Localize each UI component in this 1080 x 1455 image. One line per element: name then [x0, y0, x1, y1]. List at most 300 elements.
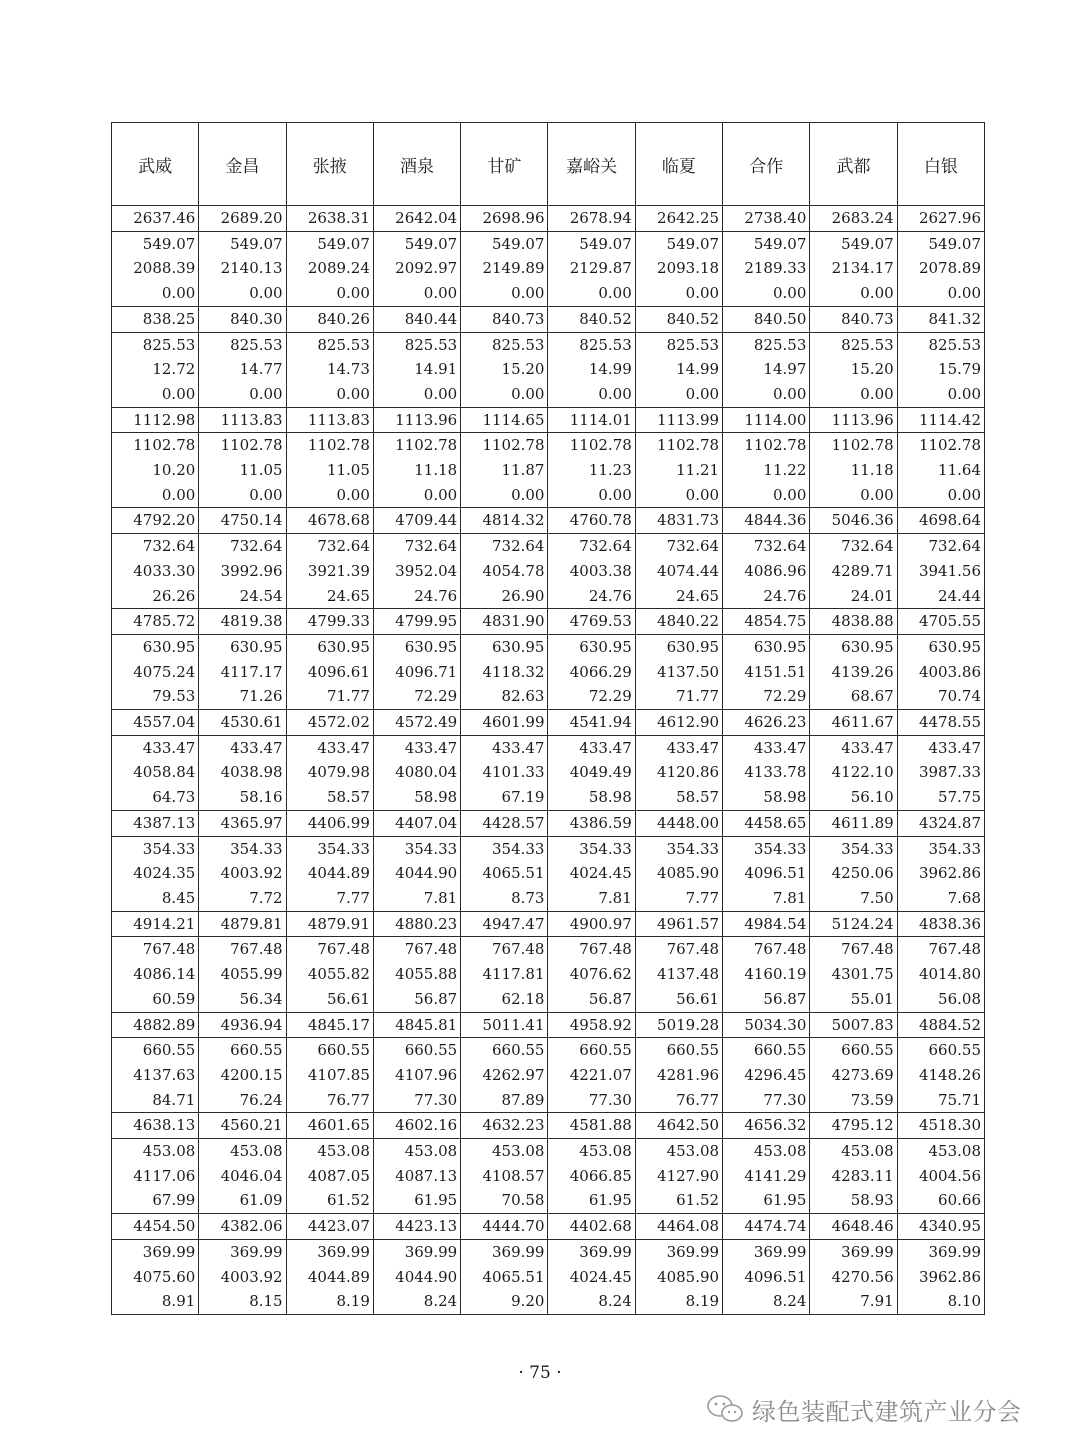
table-cell: 825.53 [548, 332, 635, 357]
table-cell: 0.00 [723, 281, 810, 306]
table-cell: 453.08 [461, 1139, 548, 1164]
table-cell: 5034.30 [723, 1012, 810, 1038]
table-cell: 8.24 [548, 1289, 635, 1314]
table-cell: 56.08 [897, 987, 984, 1012]
table-cell: 14.99 [635, 357, 722, 382]
table-cell: 4854.75 [723, 609, 810, 635]
table-row [112, 281, 985, 306]
table-cell: 77.30 [723, 1088, 810, 1113]
table-cell: 630.95 [199, 634, 286, 659]
table-cell: 453.08 [373, 1139, 460, 1164]
table-cell: 1102.78 [548, 433, 635, 458]
table-cell: 4611.89 [810, 810, 897, 836]
table-row [112, 1038, 985, 1063]
table-cell: 11.05 [286, 458, 373, 483]
table-cell: 4474.74 [723, 1214, 810, 1240]
table-cell: 732.64 [897, 534, 984, 559]
table-cell: 61.52 [635, 1188, 722, 1213]
table-cell: 14.99 [548, 357, 635, 382]
table-cell: 630.95 [286, 634, 373, 659]
table-cell: 0.00 [461, 483, 548, 508]
table-cell: 4137.48 [635, 962, 722, 987]
table-cell: 4151.51 [723, 660, 810, 685]
table-cell: 732.64 [548, 534, 635, 559]
table-cell: 433.47 [112, 735, 199, 760]
table-cell: 660.55 [373, 1038, 460, 1063]
table-cell: 4087.13 [373, 1164, 460, 1189]
column-header: 张掖 [286, 123, 373, 206]
table-cell: 3952.04 [373, 559, 460, 584]
table-cell: 4423.07 [286, 1214, 373, 1240]
table-cell: 660.55 [723, 1038, 810, 1063]
table-cell: 4003.38 [548, 559, 635, 584]
table-cell: 4444.70 [461, 1214, 548, 1240]
table-cell: 1102.78 [897, 433, 984, 458]
table-cell: 4296.45 [723, 1063, 810, 1088]
table-cell: 58.57 [286, 785, 373, 810]
table-cell: 4107.96 [373, 1063, 460, 1088]
table-cell: 4221.07 [548, 1063, 635, 1088]
table-cell: 0.00 [548, 483, 635, 508]
table-cell: 4096.51 [723, 861, 810, 886]
table-cell: 4750.14 [199, 508, 286, 534]
table-cell: 825.53 [199, 332, 286, 357]
table-cell: 767.48 [461, 937, 548, 962]
table-cell: 8.19 [286, 1289, 373, 1314]
table-cell: 660.55 [461, 1038, 548, 1063]
table-cell: 5019.28 [635, 1012, 722, 1038]
table-cell: 354.33 [810, 836, 897, 861]
table-cell: 10.20 [112, 458, 199, 483]
table-cell: 4141.29 [723, 1164, 810, 1189]
table-cell: 4038.98 [199, 760, 286, 785]
table-cell: 3992.96 [199, 559, 286, 584]
column-header: 白银 [897, 123, 984, 206]
table-cell: 4760.78 [548, 508, 635, 534]
table-cell: 4200.15 [199, 1063, 286, 1088]
table-cell: 453.08 [286, 1139, 373, 1164]
table-cell: 4423.13 [373, 1214, 460, 1240]
column-header: 武都 [810, 123, 897, 206]
table-cell: 660.55 [897, 1038, 984, 1063]
table-cell: 4122.10 [810, 760, 897, 785]
table-cell: 0.00 [112, 281, 199, 306]
table-cell: 26.26 [112, 584, 199, 609]
table-cell: 4602.16 [373, 1113, 460, 1139]
table-cell: 62.18 [461, 987, 548, 1012]
table-cell: 0.00 [461, 382, 548, 407]
table-cell: 84.71 [112, 1088, 199, 1113]
table-cell: 4884.52 [897, 1012, 984, 1038]
table-cell: 3962.86 [897, 1265, 984, 1290]
table-cell: 4049.49 [548, 760, 635, 785]
table-cell: 76.24 [199, 1088, 286, 1113]
table-cell: 56.87 [373, 987, 460, 1012]
table-cell: 4541.94 [548, 710, 635, 736]
table-cell: 0.00 [461, 281, 548, 306]
table-cell: 2089.24 [286, 256, 373, 281]
table-cell: 4004.56 [897, 1164, 984, 1189]
table-cell: 24.76 [723, 584, 810, 609]
table-cell: 549.07 [723, 231, 810, 256]
table-cell: 4601.65 [286, 1113, 373, 1139]
table-cell: 3941.56 [897, 559, 984, 584]
table-cell: 630.95 [897, 634, 984, 659]
table-row [112, 1265, 985, 1290]
table-cell: 9.20 [461, 1289, 548, 1314]
table-cell: 1113.83 [199, 407, 286, 433]
table-row [112, 886, 985, 911]
table-cell: 453.08 [723, 1139, 810, 1164]
table-cell: 4882.89 [112, 1012, 199, 1038]
table-cell: 4301.75 [810, 962, 897, 987]
table-cell: 453.08 [897, 1139, 984, 1164]
table-cell: 4066.85 [548, 1164, 635, 1189]
table-cell: 0.00 [373, 483, 460, 508]
table-cell: 4386.59 [548, 810, 635, 836]
table-cell: 0.00 [373, 382, 460, 407]
table-cell: 433.47 [810, 735, 897, 760]
table-cell: 4133.78 [723, 760, 810, 785]
table-cell: 4705.55 [897, 609, 984, 635]
table-cell: 369.99 [548, 1239, 635, 1264]
table-cell: 24.54 [199, 584, 286, 609]
table-cell: 58.16 [199, 785, 286, 810]
table-cell: 4831.73 [635, 508, 722, 534]
table-cell: 5007.83 [810, 1012, 897, 1038]
table-cell: 369.99 [635, 1239, 722, 1264]
table-cell: 2140.13 [199, 256, 286, 281]
table-cell: 7.50 [810, 886, 897, 911]
table-cell: 2738.40 [723, 206, 810, 232]
table-cell: 4086.14 [112, 962, 199, 987]
table-cell: 0.00 [723, 382, 810, 407]
table-cell: 4678.68 [286, 508, 373, 534]
data-table [111, 122, 985, 1315]
table-cell: 1113.99 [635, 407, 722, 433]
table-cell: 14.73 [286, 357, 373, 382]
table-cell: 4117.17 [199, 660, 286, 685]
table-cell: 825.53 [897, 332, 984, 357]
table-cell: 1102.78 [373, 433, 460, 458]
table-row [112, 256, 985, 281]
table-cell: 630.95 [112, 634, 199, 659]
table-cell: 4838.88 [810, 609, 897, 635]
table-cell: 549.07 [635, 231, 722, 256]
table-cell: 840.73 [810, 306, 897, 332]
table-cell: 4080.04 [373, 760, 460, 785]
table-cell: 0.00 [723, 483, 810, 508]
table-cell: 4086.96 [723, 559, 810, 584]
table-cell: 1102.78 [723, 433, 810, 458]
table-cell: 767.48 [373, 937, 460, 962]
table-cell: 840.52 [548, 306, 635, 332]
table-cell: 4108.57 [461, 1164, 548, 1189]
table-cell: 4581.88 [548, 1113, 635, 1139]
table-cell: 8.24 [373, 1289, 460, 1314]
table-cell: 7.77 [286, 886, 373, 911]
table-cell: 838.25 [112, 306, 199, 332]
table-cell: 4085.90 [635, 861, 722, 886]
table-cell: 4454.50 [112, 1214, 199, 1240]
table-cell: 73.59 [810, 1088, 897, 1113]
table-cell: 4281.96 [635, 1063, 722, 1088]
table-row [112, 1088, 985, 1113]
table-cell: 4572.49 [373, 710, 460, 736]
table-cell: 433.47 [373, 735, 460, 760]
table-cell: 660.55 [635, 1038, 722, 1063]
table-row [112, 584, 985, 609]
table-cell: 4879.91 [286, 911, 373, 937]
table-cell: 4557.04 [112, 710, 199, 736]
table-cell: 58.93 [810, 1188, 897, 1213]
table-cell: 4024.35 [112, 861, 199, 886]
table-cell: 1114.00 [723, 407, 810, 433]
table-row [112, 559, 985, 584]
table-cell: 4611.67 [810, 710, 897, 736]
table-cell: 56.87 [548, 987, 635, 1012]
table-cell: 2149.89 [461, 256, 548, 281]
table-cell: 433.47 [897, 735, 984, 760]
table-row [112, 785, 985, 810]
table-cell: 433.47 [199, 735, 286, 760]
table-cell: 4382.06 [199, 1214, 286, 1240]
table-cell: 4273.69 [810, 1063, 897, 1088]
table-cell: 4160.19 [723, 962, 810, 987]
table-cell: 11.21 [635, 458, 722, 483]
table-row [112, 231, 985, 256]
table-cell: 4024.45 [548, 861, 635, 886]
table-cell: 4792.20 [112, 508, 199, 534]
table-cell: 630.95 [810, 634, 897, 659]
table-cell: 8.24 [723, 1289, 810, 1314]
table-cell: 0.00 [635, 281, 722, 306]
table-cell: 354.33 [723, 836, 810, 861]
table-cell: 11.23 [548, 458, 635, 483]
table-cell: 2642.04 [373, 206, 460, 232]
table-cell: 4087.05 [286, 1164, 373, 1189]
table-cell: 4642.50 [635, 1113, 722, 1139]
table-cell: 4612.90 [635, 710, 722, 736]
table-cell: 4262.97 [461, 1063, 548, 1088]
table-cell: 8.15 [199, 1289, 286, 1314]
table-cell: 4117.81 [461, 962, 548, 987]
table-row [112, 1289, 985, 1314]
table-cell: 68.67 [810, 684, 897, 709]
table-cell: 840.44 [373, 306, 460, 332]
table-row [112, 1139, 985, 1164]
table-row [112, 609, 985, 635]
table-cell: 4709.44 [373, 508, 460, 534]
table-cell: 732.64 [810, 534, 897, 559]
table-cell: 4478.55 [897, 710, 984, 736]
table-cell: 4626.23 [723, 710, 810, 736]
table-cell: 630.95 [635, 634, 722, 659]
table-cell: 4024.45 [548, 1265, 635, 1290]
table-cell: 2088.39 [112, 256, 199, 281]
table-cell: 549.07 [461, 231, 548, 256]
watermark-text: 绿色装配式建筑产业分会 [752, 1397, 1022, 1426]
table-cell: 11.18 [373, 458, 460, 483]
table-cell: 433.47 [635, 735, 722, 760]
table-cell: 4769.53 [548, 609, 635, 635]
table-cell: 58.57 [635, 785, 722, 810]
table-cell: 2637.46 [112, 206, 199, 232]
table-cell: 4900.97 [548, 911, 635, 937]
table-cell: 4648.46 [810, 1214, 897, 1240]
table-cell: 87.89 [461, 1088, 548, 1113]
table-row [112, 332, 985, 357]
table-cell: 2129.87 [548, 256, 635, 281]
table-cell: 4407.04 [373, 810, 460, 836]
table-cell: 11.87 [461, 458, 548, 483]
table-cell: 841.32 [897, 306, 984, 332]
table-cell: 4075.60 [112, 1265, 199, 1290]
table-cell: 4880.23 [373, 911, 460, 937]
table-cell: 4572.02 [286, 710, 373, 736]
table-cell: 4058.84 [112, 760, 199, 785]
table-cell: 0.00 [810, 483, 897, 508]
table-cell: 767.48 [810, 937, 897, 962]
table-cell: 630.95 [373, 634, 460, 659]
table-cell: 767.48 [897, 937, 984, 962]
table-cell: 4795.12 [810, 1113, 897, 1139]
table-row [112, 382, 985, 407]
table-cell: 4638.13 [112, 1113, 199, 1139]
table-row [112, 987, 985, 1012]
table-cell: 4365.97 [199, 810, 286, 836]
table-cell: 767.48 [112, 937, 199, 962]
table-cell: 8.19 [635, 1289, 722, 1314]
table-cell: 4003.92 [199, 861, 286, 886]
table-cell: 453.08 [635, 1139, 722, 1164]
table-cell: 453.08 [199, 1139, 286, 1164]
table-cell: 4066.29 [548, 660, 635, 685]
table-cell: 56.10 [810, 785, 897, 810]
table-row [112, 962, 985, 987]
table-cell: 2078.89 [897, 256, 984, 281]
table-cell: 2683.24 [810, 206, 897, 232]
table-cell: 4044.90 [373, 1265, 460, 1290]
table-cell: 0.00 [548, 382, 635, 407]
table-cell: 76.77 [635, 1088, 722, 1113]
table-cell: 840.30 [199, 306, 286, 332]
table-cell: 24.44 [897, 584, 984, 609]
table-cell: 433.47 [461, 735, 548, 760]
table-cell: 369.99 [286, 1239, 373, 1264]
wechat-icon [706, 1394, 744, 1424]
table-cell: 4003.92 [199, 1265, 286, 1290]
table-cell: 0.00 [897, 281, 984, 306]
table-cell: 3921.39 [286, 559, 373, 584]
table-cell: 4120.86 [635, 760, 722, 785]
table-cell: 354.33 [635, 836, 722, 861]
table-cell: 660.55 [548, 1038, 635, 1063]
table-cell: 2134.17 [810, 256, 897, 281]
table-cell: 2698.96 [461, 206, 548, 232]
table-cell: 4958.92 [548, 1012, 635, 1038]
table-cell: 4079.98 [286, 760, 373, 785]
table-row [112, 458, 985, 483]
table-cell: 2689.20 [199, 206, 286, 232]
table-row [112, 534, 985, 559]
table-cell: 4075.24 [112, 660, 199, 685]
table-cell: 56.61 [286, 987, 373, 1012]
table-cell: 4840.22 [635, 609, 722, 635]
table-cell: 61.09 [199, 1188, 286, 1213]
table-cell: 7.72 [199, 886, 286, 911]
table-cell: 2642.25 [635, 206, 722, 232]
table-cell: 0.00 [635, 382, 722, 407]
table-cell: 549.07 [897, 231, 984, 256]
table-row [112, 1164, 985, 1189]
table-cell: 1102.78 [112, 433, 199, 458]
table-row [112, 710, 985, 736]
table-cell: 8.45 [112, 886, 199, 911]
table-row [112, 937, 985, 962]
table-cell: 0.00 [286, 483, 373, 508]
table-cell: 4044.89 [286, 861, 373, 886]
table-cell: 369.99 [112, 1239, 199, 1264]
page-number: · 75 · [518, 1363, 562, 1383]
table-cell: 5124.24 [810, 911, 897, 937]
table-cell: 1114.65 [461, 407, 548, 433]
table-cell: 453.08 [548, 1139, 635, 1164]
table-cell: 4402.68 [548, 1214, 635, 1240]
table-cell: 0.00 [897, 382, 984, 407]
table-cell: 4283.11 [810, 1164, 897, 1189]
table-cell: 24.01 [810, 584, 897, 609]
table-cell: 7.91 [810, 1289, 897, 1314]
table-cell: 26.90 [461, 584, 548, 609]
table-cell: 4055.82 [286, 962, 373, 987]
table-cell: 0.00 [810, 382, 897, 407]
table-cell: 433.47 [723, 735, 810, 760]
table-cell: 71.77 [286, 684, 373, 709]
table-cell: 4085.90 [635, 1265, 722, 1290]
table-row [112, 483, 985, 508]
table-cell: 0.00 [199, 281, 286, 306]
table-cell: 4033.30 [112, 559, 199, 584]
table-cell: 61.52 [286, 1188, 373, 1213]
table-row [112, 1188, 985, 1213]
table-cell: 15.79 [897, 357, 984, 382]
table-cell: 4054.78 [461, 559, 548, 584]
table-cell: 5011.41 [461, 1012, 548, 1038]
table-cell: 660.55 [810, 1038, 897, 1063]
column-header: 临夏 [635, 123, 722, 206]
table-cell: 4065.51 [461, 1265, 548, 1290]
table-cell: 4044.89 [286, 1265, 373, 1290]
table-row [112, 1012, 985, 1038]
table-cell: 1112.98 [112, 407, 199, 433]
table-body [112, 206, 985, 1315]
table-row [112, 1113, 985, 1139]
table-cell: 0.00 [286, 281, 373, 306]
table-cell: 61.95 [373, 1188, 460, 1213]
table-row [112, 810, 985, 836]
table-cell: 56.61 [635, 987, 722, 1012]
table-cell: 354.33 [461, 836, 548, 861]
table-row [112, 433, 985, 458]
table-cell: 0.00 [199, 382, 286, 407]
table-cell: 2092.97 [373, 256, 460, 281]
table-cell: 549.07 [373, 231, 460, 256]
table-cell: 4530.61 [199, 710, 286, 736]
table-cell: 8.91 [112, 1289, 199, 1314]
table-cell: 7.77 [635, 886, 722, 911]
table-cell: 2638.31 [286, 206, 373, 232]
